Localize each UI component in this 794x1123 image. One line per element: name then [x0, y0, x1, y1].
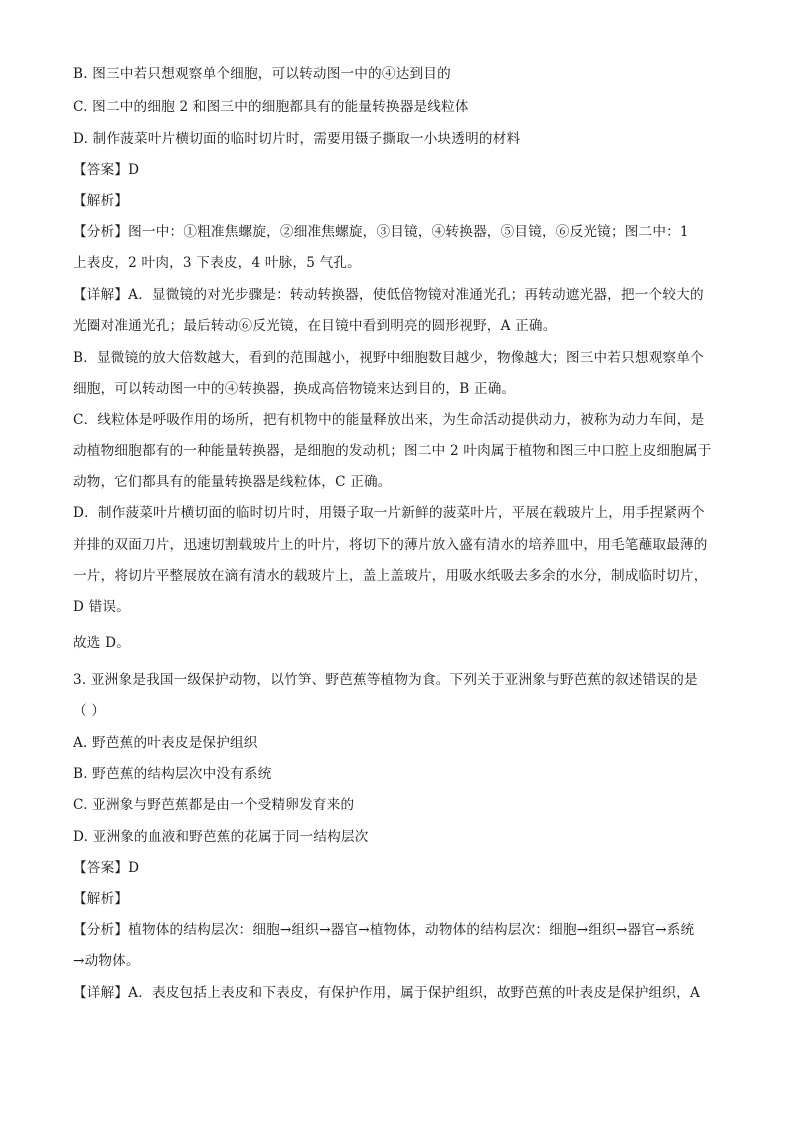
detail-text: D 错误。	[73, 599, 131, 615]
detail-text: 【详解】A．显微镜的对光步骤是：转动转换器，使低倍物镜对准通光孔；再转动遮光器，把一个较大的	[73, 287, 704, 303]
question-3-blank: （ ）	[73, 703, 106, 719]
question-3: 3. 亚洲象是我国一级保护动物，以竹笋、野芭蕉等植物为食。下列关于亚洲象与野芭蕉的叙述错误的是	[73, 672, 698, 688]
analysis-label: 【解析】	[73, 193, 129, 209]
answer-label: 【答案】D	[73, 860, 140, 876]
detail-text: 细胞，可以转动图一中的④转换器，换成高倍物镜来达到目的，B 正确。	[73, 381, 516, 397]
detail-text: 动植物细胞都有的一种能量转换器，是细胞的发动机；图二中 2 叶肉属于植物和图三中口腔上皮细胞属于	[73, 443, 712, 459]
option-d: D. 制作菠菜叶片横切面的临时切片时，需要用镊子撕取一小块透明的材料	[73, 131, 521, 147]
option-c: C. 亚洲象与野芭蕉都是由一个受精卵发育来的	[73, 797, 355, 813]
analysis-label: 【解析】	[73, 891, 129, 907]
option-d: D. 亚洲象的血液和野芭蕉的花属于同一结构层次	[73, 829, 369, 845]
detail-text: 一片，将切片平整展放在滴有清水的载玻片上，盖上盖玻片，用吸水纸吸去多余的水分，制成临时切片，	[73, 568, 708, 584]
analysis-text: →动物体。	[73, 953, 140, 969]
detail-text: D．制作菠菜叶片横切面的临时切片时，用镊子取一片新鲜的菠菜叶片，平展在载玻片上，用手捏紧两个	[73, 505, 705, 521]
option-c: C. 图二中的细胞 2 和图三中的细胞都具有的能量转换器是线粒体	[73, 99, 469, 115]
analysis-text: 【分析】植物体的结构层次：细胞→组织→器官→植物体，动物体的结构层次：细胞→组织→器官→系统	[73, 922, 695, 938]
option-b: B. 图三中若只想观察单个细胞，可以转动图一中的④达到目的	[73, 66, 451, 82]
analysis-text: 【分析】图一中：①粗准焦螺旋，②细准焦螺旋，③目镜，④转换器，⑤目镜，⑥反光镜；图二中：1	[73, 224, 689, 240]
detail-text: 【详解】A．表皮包括上表皮和下表皮，有保护作用，属于保护组织，故野芭蕉的叶表皮是保护组织，A	[73, 985, 700, 1001]
final-choice: 故选 D。	[73, 635, 131, 651]
detail-text: C．线粒体是呼吸作用的场所，把有机物中的能量释放出来，为生命活动提供动力，被称为动力车间，是	[73, 412, 705, 428]
detail-text: 光圈对准通光孔；最后转动⑥反光镜，在目镜中看到明亮的圆形视野，A 正确。	[73, 318, 557, 334]
detail-text: 并排的双面刀片，迅速切割载玻片上的叶片，将切下的薄片放入盛有清水的培养皿中，用毛笔蘸取最薄的	[73, 537, 708, 553]
detail-text: 动物，它们都具有的能量转换器是线粒体，C 正确。	[73, 474, 392, 490]
detail-text: B．显微镜的放大倍数越大，看到的范围越小，视野中细胞数目越少，物像越大；图三中若只想观察单个	[73, 350, 704, 366]
option-a: A. 野芭蕉的叶表皮是保护组织	[73, 735, 258, 751]
option-b: B. 野芭蕉的结构层次中没有系统	[73, 766, 272, 782]
answer-label: 【答案】D	[73, 162, 140, 178]
analysis-text: 上表皮，2 叶肉，3 下表皮，4 叶脉，5 气孔。	[73, 255, 361, 271]
